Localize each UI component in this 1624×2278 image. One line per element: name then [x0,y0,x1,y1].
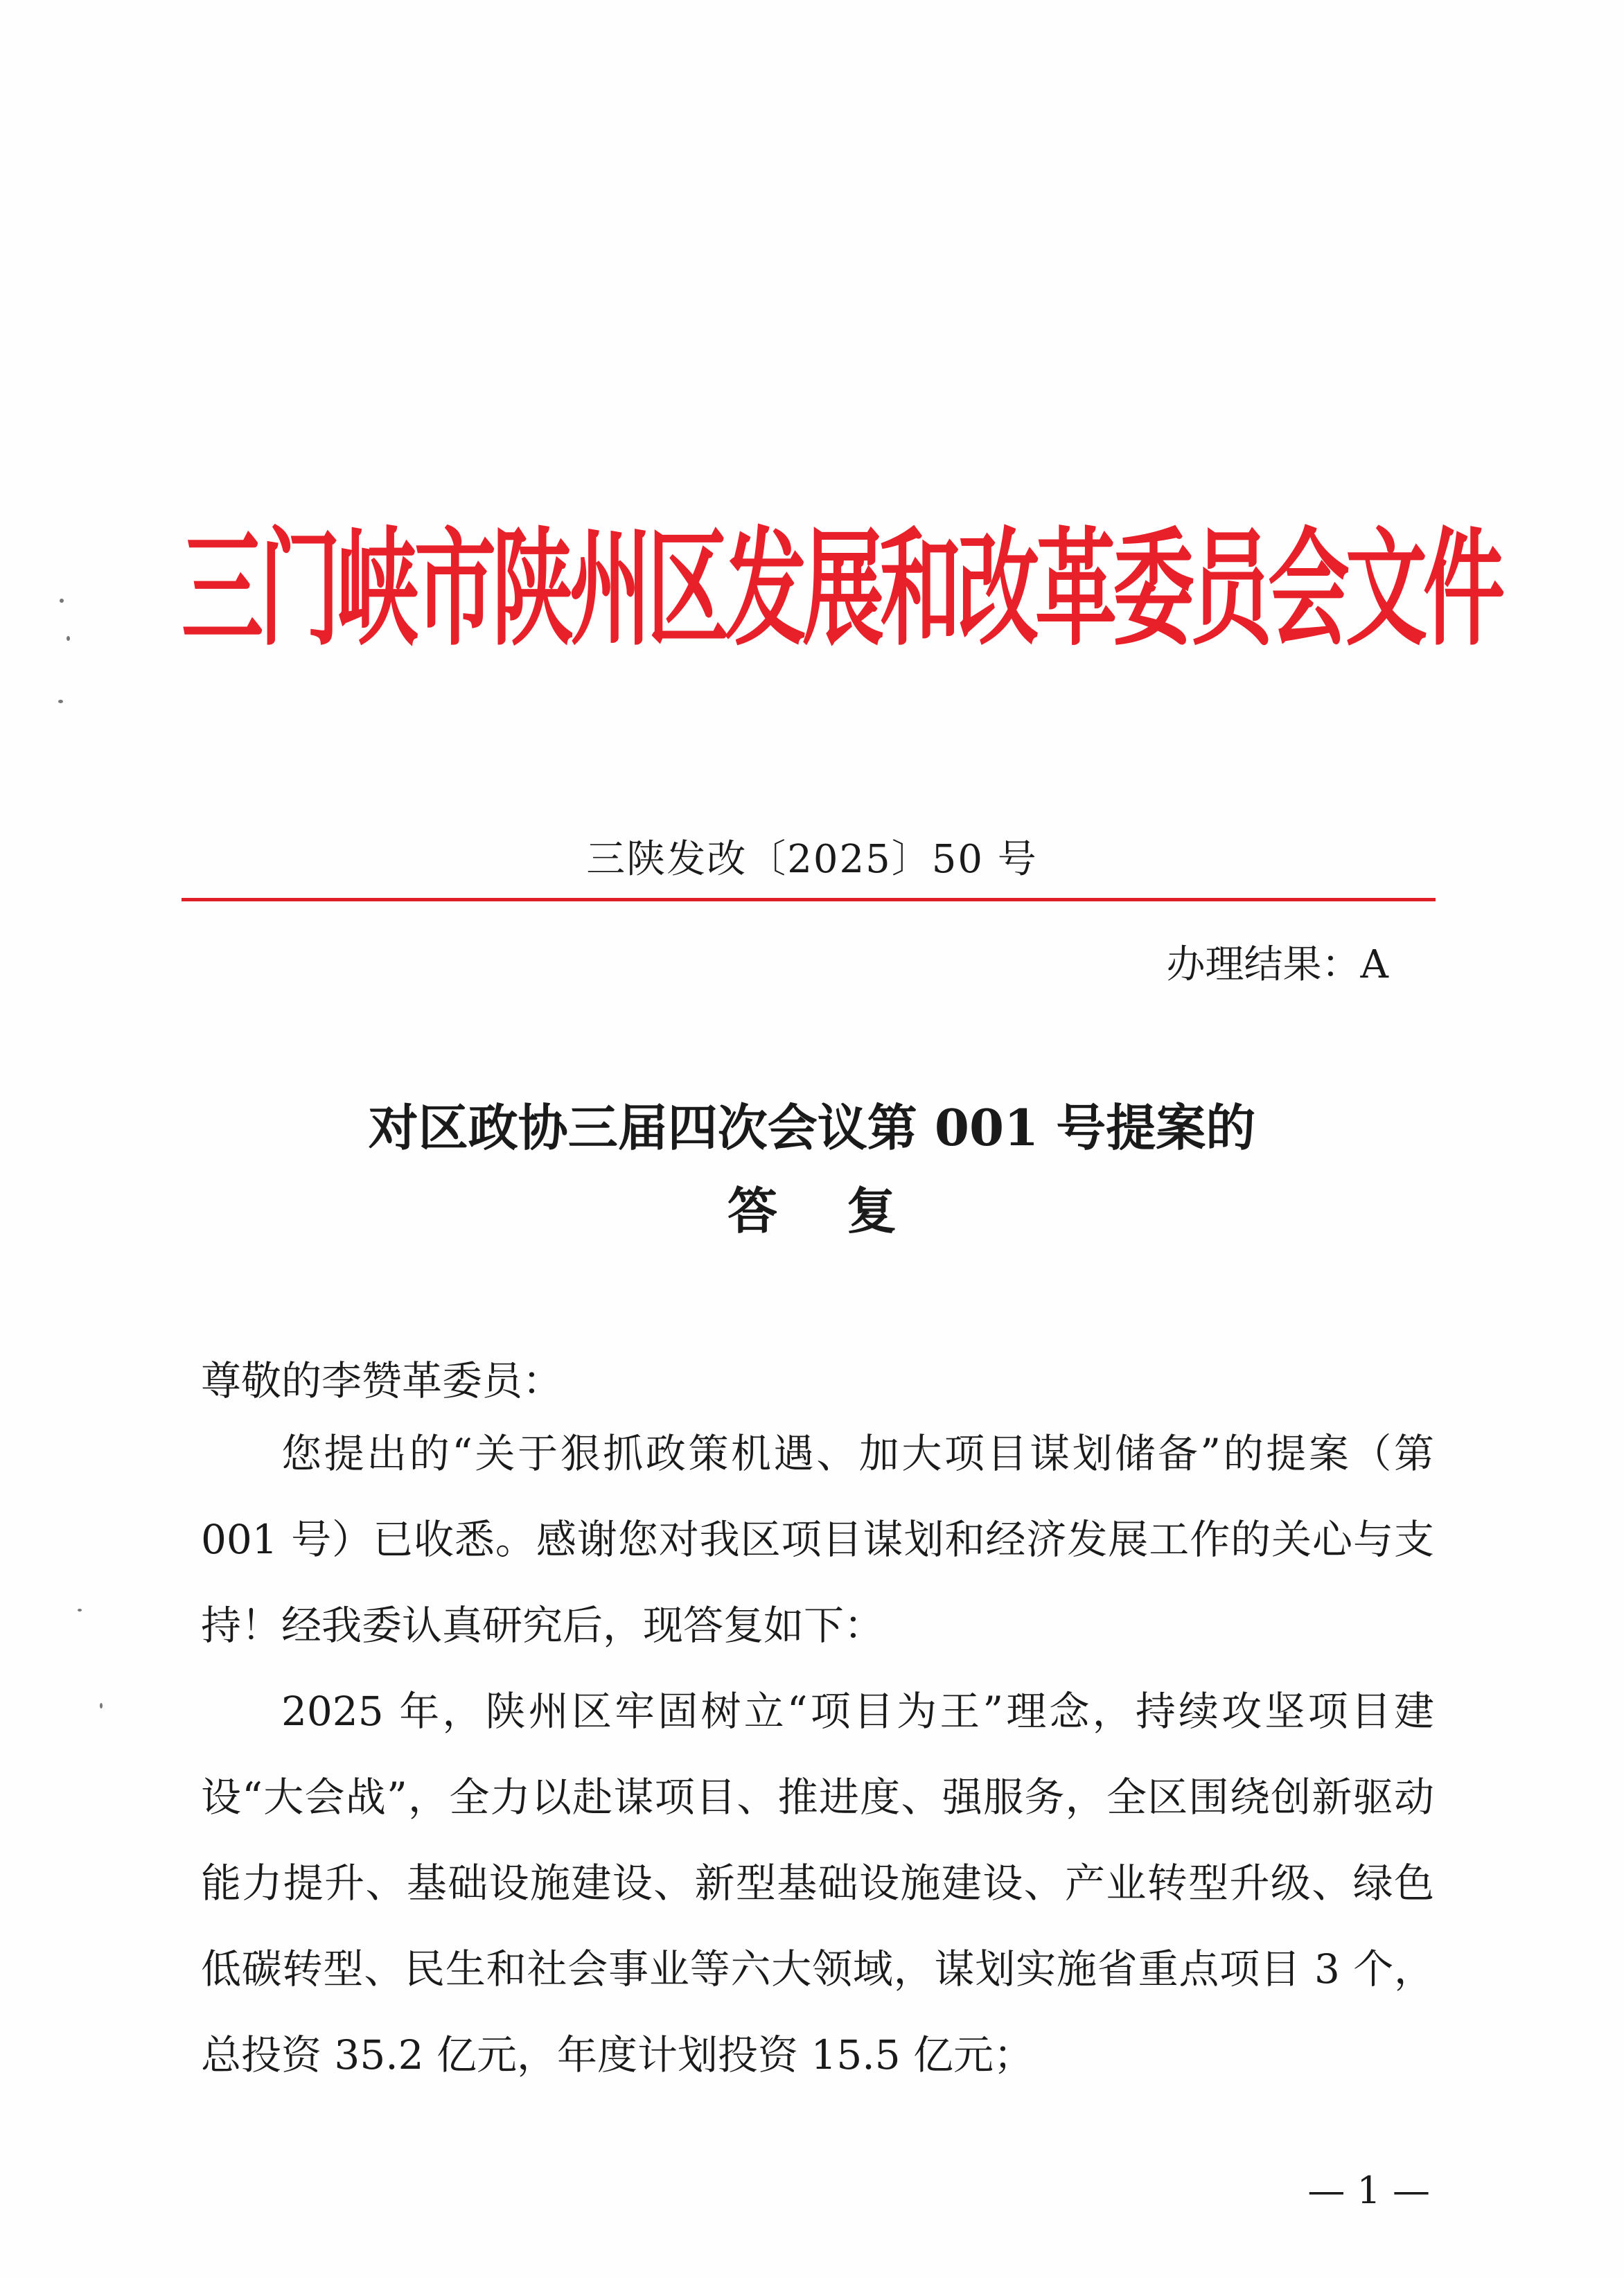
body-paragraph-1: 您提出的“关于狠抓政策机遇、加大项目谋划储备”的提案（第 001 号）已收悉。感谢您对我区项目谋划和经济发展工作的关心与支持！经我委认真研究后，现答复如下： [201,1430,1434,1649]
scan-speck [67,636,70,641]
document-title-line1: 对区政协三届四次会议第 001 号提案的 [368,1098,1256,1157]
document-title-line2: 答复 [727,1181,966,1240]
scan-speck [100,1703,103,1708]
handling-result: 办理结果：A [1166,942,1388,987]
scan-speck [78,1609,82,1612]
scan-speck [58,700,63,703]
body-paragraph-2: 2025 年，陕州区牢固树立“项目为王”理念，持续攻坚项目建设“大会战”，全力以赴谋项目、推进度、强服务，全区围绕创新驱动能力提升、基础设施建设、新型基础设施建设、产业转型升级、绿色低碳转型、民生和社会事业等六大领域，谋划实施省重点项目 3 个，总投资 35.2 亿元，年度计划投资 15.5 亿元； [201,1688,1434,2078]
red-divider-line [182,898,1436,901]
page-number: — 1 — [1307,2169,1430,2212]
document-number: 三陕发改〔2025〕50 号 [586,837,1038,882]
salutation: 尊敬的李赞革委员： [201,1357,563,1404]
scan-speck [60,599,64,603]
agency-red-header: 三门峡市陕州区发展和改革委员会文件 [182,515,1501,663]
